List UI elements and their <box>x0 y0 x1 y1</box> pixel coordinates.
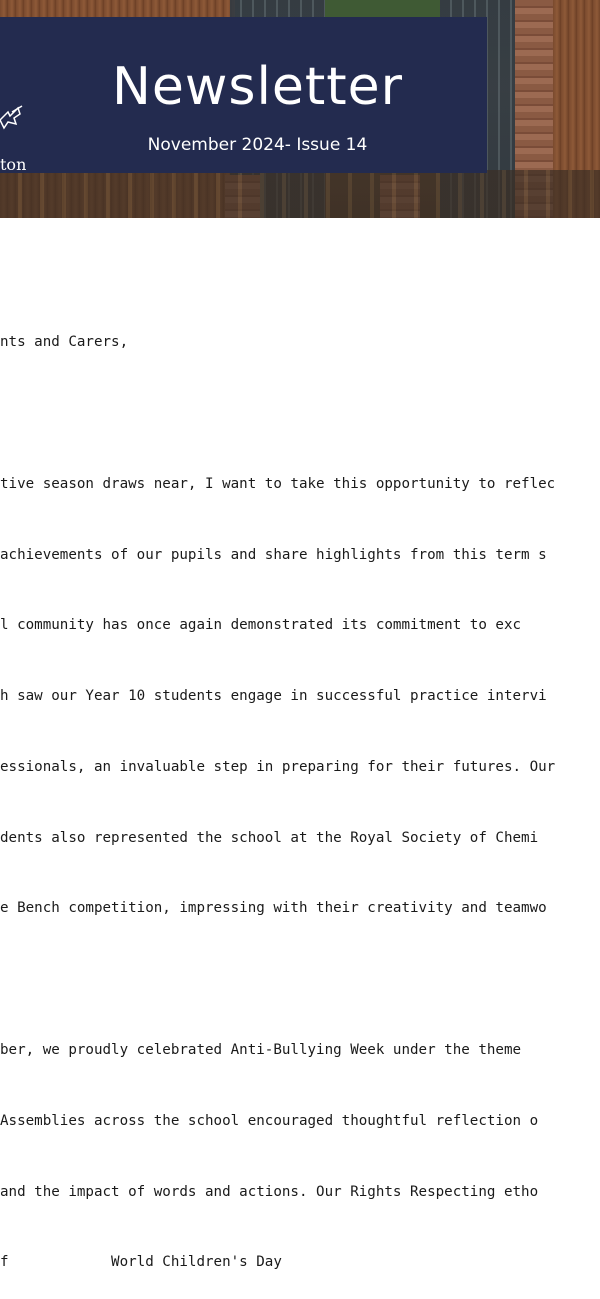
blank-line <box>0 402 600 426</box>
paragraph-line: l community has once again demonstrated its commitment to exc <box>0 617 522 634</box>
school-logo-icon <box>0 102 24 132</box>
paragraph-line: tive season draws near, I want to take this opportunity to reflec <box>0 475 556 492</box>
school-name: ton <box>0 155 27 174</box>
paragraph-line: e Bench competition, impressing with their creativity and teamwo <box>0 900 547 917</box>
paragraph-line: and the impact of words and actions. Our Rights Respecting etho <box>0 1183 539 1200</box>
paragraph-line: f World Children's Day <box>0 1254 334 1271</box>
paragraph-line: dents also represented the school at the Royal Society of Chemi <box>0 829 539 846</box>
blank-line <box>0 968 600 992</box>
paragraph-line: ber, we proudly celebrated Anti-Bullying Week under the theme <box>0 1042 522 1058</box>
paragraph-line: h saw our Year 10 students engage in successful practice intervi <box>0 688 547 705</box>
paragraph-line: essionals, an invaluable step in preparing for their futures. Our <box>0 758 556 775</box>
issue-subtitle: November 2024- Issue 14 <box>147 135 368 155</box>
paragraph-line: Assemblies across the school encouraged thoughtful reflection o <box>0 1112 539 1129</box>
letter-body <box>0 284 600 1271</box>
paragraph-line: achievements of our pupils and share highlights from this term s <box>0 546 547 563</box>
page-title: Newsletter <box>111 57 404 117</box>
header-photo <box>0 0 600 218</box>
greeting: nts and Carers, <box>0 334 129 351</box>
newsletter-banner <box>0 17 487 173</box>
lower-windows <box>0 170 600 218</box>
